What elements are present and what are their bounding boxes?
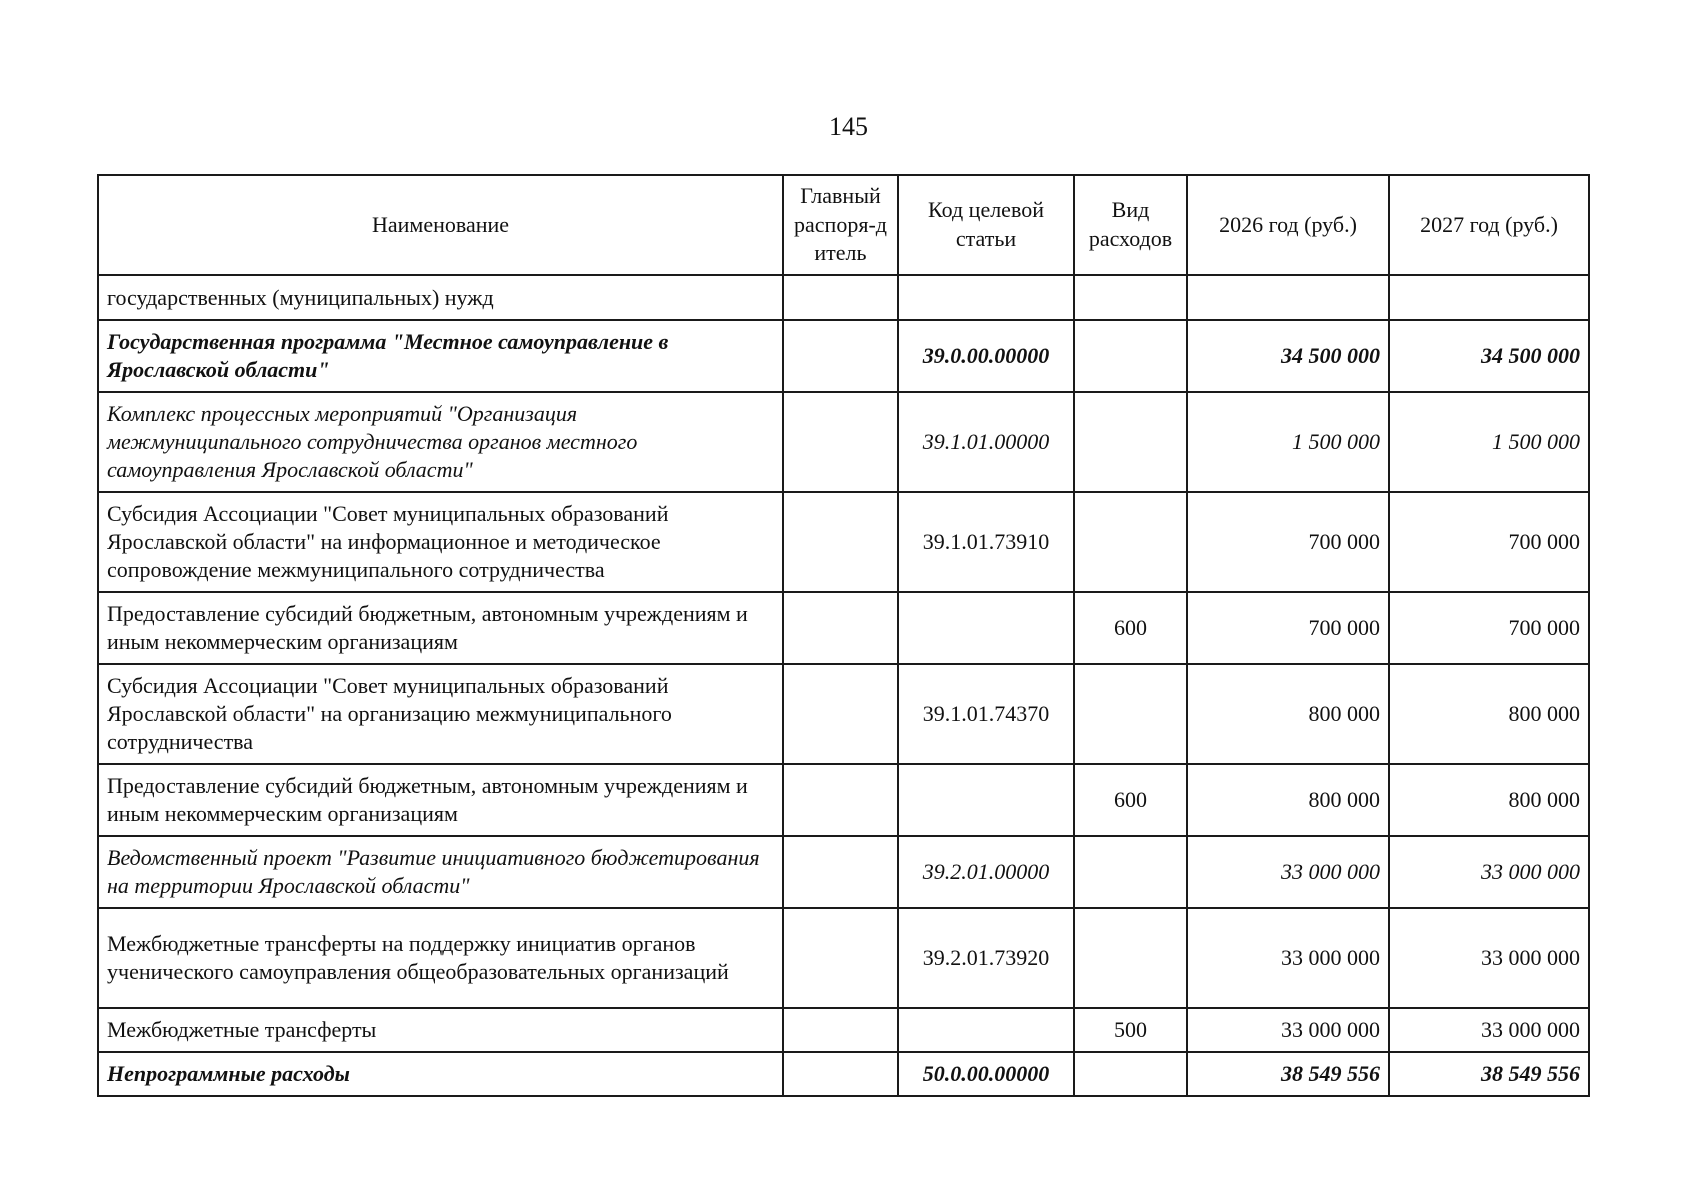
row-name: Межбюджетные трансферты xyxy=(98,1008,783,1052)
row-2026: 1 500 000 xyxy=(1187,392,1389,492)
row-type xyxy=(1074,320,1187,392)
row-2026: 700 000 xyxy=(1187,492,1389,592)
table-row xyxy=(98,664,1589,764)
row-administrator xyxy=(783,664,898,764)
table-row xyxy=(98,1052,1589,1096)
row-type: 600 xyxy=(1074,592,1187,664)
header-2027: 2027 год (руб.) xyxy=(1389,175,1589,275)
row-name: Субсидия Ассоциации "Совет муниципальных образований Ярославской области" на организацию межмуниципального сотрудничества xyxy=(98,664,783,764)
header-administrator: Главный распоря-дитель xyxy=(783,175,898,275)
row-2027: 33 000 000 xyxy=(1389,836,1589,908)
row-2027: 34 500 000 xyxy=(1389,320,1589,392)
row-2027: 800 000 xyxy=(1389,764,1589,836)
row-2026: 33 000 000 xyxy=(1187,1008,1389,1052)
row-2026: 34 500 000 xyxy=(1187,320,1389,392)
row-code xyxy=(898,275,1074,320)
row-2026 xyxy=(1187,275,1389,320)
row-name: Межбюджетные трансферты на поддержку инициатив органов ученического самоуправления общеобразовательных организаций xyxy=(98,908,783,1008)
table-row xyxy=(98,764,1589,836)
row-name: государственных (муниципальных) нужд xyxy=(98,275,783,320)
row-administrator xyxy=(783,592,898,664)
row-name: Предоставление субсидий бюджетным, автономным учреждениям и иным некоммерческим организациям xyxy=(98,592,783,664)
row-type: 500 xyxy=(1074,1008,1187,1052)
row-type xyxy=(1074,664,1187,764)
row-administrator xyxy=(783,275,898,320)
table-row xyxy=(98,320,1589,392)
row-administrator xyxy=(783,392,898,492)
row-name: Субсидия Ассоциации "Совет муниципальных образований Ярославской области" на информационное и методическое сопровождение межмуниципального сотрудничества xyxy=(98,492,783,592)
row-code: 39.0.00.00000 xyxy=(898,320,1074,392)
row-type xyxy=(1074,392,1187,492)
row-type xyxy=(1074,275,1187,320)
row-administrator xyxy=(783,1052,898,1096)
row-administrator xyxy=(783,492,898,592)
row-2027: 1 500 000 xyxy=(1389,392,1589,492)
row-code: 50.0.00.00000 xyxy=(898,1052,1074,1096)
row-2026: 33 000 000 xyxy=(1187,908,1389,1008)
table-header-row xyxy=(98,175,1589,275)
row-code xyxy=(898,1008,1074,1052)
table-row xyxy=(98,836,1589,908)
row-2027: 33 000 000 xyxy=(1389,1008,1589,1052)
row-code: 39.2.01.73920 xyxy=(898,908,1074,1008)
row-code: 39.1.01.74370 xyxy=(898,664,1074,764)
table-row xyxy=(98,908,1589,1008)
table-row xyxy=(98,275,1589,320)
row-type xyxy=(1074,1052,1187,1096)
row-2026: 700 000 xyxy=(1187,592,1389,664)
row-type: 600 xyxy=(1074,764,1187,836)
row-2026: 38 549 556 xyxy=(1187,1052,1389,1096)
row-2026: 800 000 xyxy=(1187,764,1389,836)
row-administrator xyxy=(783,320,898,392)
row-2027: 700 000 xyxy=(1389,492,1589,592)
row-2027: 800 000 xyxy=(1389,664,1589,764)
row-type xyxy=(1074,492,1187,592)
row-administrator xyxy=(783,908,898,1008)
row-2027 xyxy=(1389,275,1589,320)
row-name: Ведомственный проект "Развитие инициативного бюджетирования на территории Ярославской области" xyxy=(98,836,783,908)
header-expense-type: Вид расходов xyxy=(1074,175,1187,275)
row-name: Предоставление субсидий бюджетным, автономным учреждениям и иным некоммерческим организациям xyxy=(98,764,783,836)
row-2026: 33 000 000 xyxy=(1187,836,1389,908)
row-2027: 33 000 000 xyxy=(1389,908,1589,1008)
table-row xyxy=(98,492,1589,592)
row-code: 39.1.01.00000 xyxy=(898,392,1074,492)
row-administrator xyxy=(783,836,898,908)
row-2027: 700 000 xyxy=(1389,592,1589,664)
header-target-code: Код целевой статьи xyxy=(898,175,1074,275)
header-name: Наименование xyxy=(98,175,783,275)
table-row xyxy=(98,592,1589,664)
row-type xyxy=(1074,908,1187,1008)
row-administrator xyxy=(783,1008,898,1052)
row-code xyxy=(898,764,1074,836)
row-name: Государственная программа "Местное самоуправление в Ярославской области" xyxy=(98,320,783,392)
row-name: Комплекс процессных мероприятий "Организация межмуниципального сотрудничества органов местного самоуправления Ярославской области" xyxy=(98,392,783,492)
row-2027: 38 549 556 xyxy=(1389,1052,1589,1096)
table-row xyxy=(98,392,1589,492)
table-row xyxy=(98,1008,1589,1052)
page-number-text: 145 xyxy=(829,112,868,141)
row-2026: 800 000 xyxy=(1187,664,1389,764)
row-code: 39.2.01.00000 xyxy=(898,836,1074,908)
row-type xyxy=(1074,836,1187,908)
row-administrator xyxy=(783,764,898,836)
row-code: 39.1.01.73910 xyxy=(898,492,1074,592)
page-number xyxy=(0,112,1697,142)
header-2026: 2026 год (руб.) xyxy=(1187,175,1389,275)
budget-table xyxy=(97,174,1590,1097)
row-code xyxy=(898,592,1074,664)
row-name: Непрограммные расходы xyxy=(98,1052,783,1096)
